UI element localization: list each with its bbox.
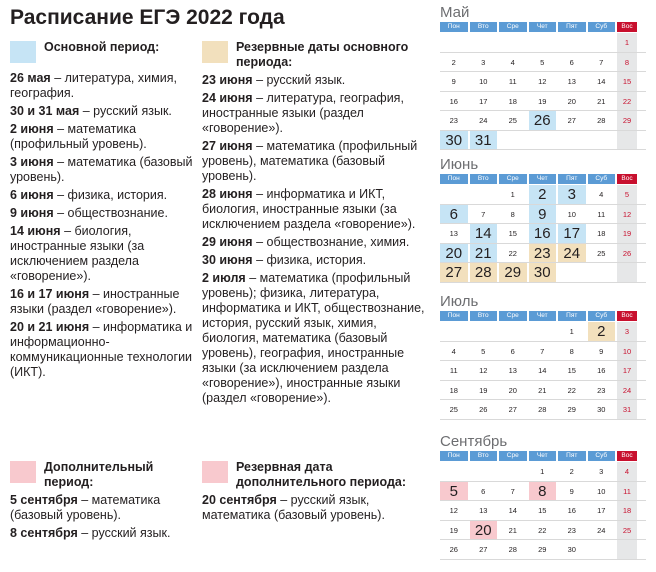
entry-date: 26 мая (10, 71, 51, 85)
calendar-day: 25 (597, 248, 606, 258)
calendar-day: 19 (479, 385, 488, 395)
calendar-day (440, 462, 468, 481)
calendar-grid (440, 462, 646, 560)
weekday-label: Чет (529, 22, 557, 32)
calendar-exam-day: 16 (529, 224, 557, 243)
calendar-day: 26 (617, 244, 637, 263)
calendar-day: 1 (540, 467, 545, 476)
calendar-exam-day: 20 (470, 521, 498, 540)
schedule-entry (10, 104, 200, 119)
calendar-weekday-header (440, 311, 646, 321)
calendar-day: 30 (597, 405, 606, 414)
calendar-day (617, 263, 637, 282)
calendar-day: 15 (538, 506, 547, 515)
calendar-day: 25 (449, 405, 458, 414)
calendar-day: 11 (617, 482, 637, 501)
calendar-exam-day: 30 (440, 131, 468, 150)
weekday-label: Пон (440, 311, 468, 321)
calendar-day (617, 131, 637, 150)
entry-subjects: – математика (базовый уровень). (10, 155, 193, 184)
entry-subjects: – биология, иностранные языки (за исключением раздела «говорение»). (10, 224, 145, 283)
weekday-label: Вос (617, 174, 637, 184)
calendar-exam-day: 2 (588, 322, 616, 341)
calendar-exam-day: 17 (558, 224, 586, 243)
page-title: Расписание ЕГЭ 2022 года (10, 6, 285, 29)
calendar-day: 4 (510, 57, 515, 67)
entry-date: 9 июня (10, 206, 54, 220)
calendar-day: 13 (449, 229, 458, 238)
entry-date: 28 июня (202, 187, 253, 201)
calendar-day: 21 (597, 96, 606, 106)
weekday-label: Втo (470, 174, 498, 184)
calendar-weekday-header (440, 174, 646, 184)
calendar-day: 5 (481, 346, 486, 356)
calendar-day: 19 (538, 96, 547, 106)
entry-date: 23 июня (202, 73, 253, 87)
calendar-day: 27 (479, 545, 488, 554)
entry-subjects: – обществознание, химия. (252, 235, 410, 249)
calendar-day (558, 33, 586, 52)
calendar-grid (440, 322, 646, 420)
entry-subjects: – русский язык. (77, 526, 171, 540)
calendar-day: 27 (567, 116, 576, 125)
entry-date: 3 июня (10, 155, 54, 169)
calendar-week-row (440, 92, 646, 112)
calendar-day: 8 (569, 346, 574, 356)
entry-date: 2 июля (202, 271, 246, 285)
schedule-entry (202, 91, 430, 136)
calendar-day (499, 322, 527, 341)
calendar-week-row (440, 244, 646, 264)
calendar-day: 7 (481, 209, 486, 219)
additional-reserve-list (202, 493, 430, 523)
calendar-day: 7 (540, 346, 545, 356)
calendar-exam-day: 30 (529, 263, 557, 282)
entry-subjects: – информатика и информационно-коммуникационные технологии (ИКТ). (10, 320, 193, 379)
calendar-day: 18 (617, 501, 637, 520)
calendar-week-row (440, 53, 646, 73)
calendar-week-row (440, 185, 646, 205)
calendar-day: 15 (617, 72, 637, 91)
main-period-heading (10, 40, 200, 68)
weekday-label: Пят (558, 311, 586, 321)
calendar-day: 11 (508, 77, 517, 86)
calendar-day: 10 (617, 342, 637, 361)
reserve-period-color-swatch (202, 41, 228, 63)
calendar-day: 16 (567, 506, 576, 515)
calendar-exam-day: 29 (499, 263, 527, 282)
calendar-june (440, 156, 646, 283)
additional-reserve-color-swatch (202, 461, 228, 483)
schedule-entry (10, 526, 200, 541)
main-period-color-swatch (10, 41, 36, 63)
entry-date: 20 сентября (202, 493, 277, 507)
calendar-day (558, 263, 586, 282)
calendar-day: 8 (617, 53, 637, 72)
calendar-day: 26 (479, 405, 488, 414)
entry-date: 29 июня (202, 235, 253, 249)
calendar-exam-day: 26 (529, 111, 557, 130)
calendar-exam-day: 27 (440, 263, 468, 282)
calendar-day: 13 (508, 366, 517, 375)
calendar-day: 2 (569, 467, 574, 476)
calendar-day: 6 (569, 57, 574, 67)
entry-date: 5 сентября (10, 493, 78, 507)
calendar-day (440, 33, 468, 52)
calendar-week-row (440, 322, 646, 342)
calendar-week-row (440, 540, 646, 560)
entry-subjects: – математика (профильный уровень). (10, 122, 147, 151)
calendar-exam-day: 21 (470, 244, 498, 263)
weekday-label: Пят (558, 451, 586, 461)
calendar-july (440, 293, 646, 420)
entry-date: 2 июня (10, 122, 54, 136)
entry-subjects: – информатика и ИКТ, биология, иностранные языки (за исключением раздела «говорение»). (202, 187, 416, 231)
entry-date: 8 сентября (10, 526, 78, 540)
weekday-label: Вос (617, 22, 637, 32)
calendar-week-row (440, 381, 646, 401)
calendar-week-row (440, 361, 646, 381)
calendar-day: 26 (449, 545, 458, 554)
schedule-entry (10, 71, 200, 101)
weekday-label: Сре (499, 311, 527, 321)
additional-period-heading-text: Дополнительный период: (44, 460, 154, 489)
calendar-week-row (440, 462, 646, 482)
calendar-day: 22 (617, 92, 637, 111)
additional-reserve-heading-text: Резервная дата дополнительного периода: (236, 460, 406, 489)
weekday-label: Втo (470, 22, 498, 32)
schedule-entry (202, 139, 430, 184)
entry-date: 20 и 21 июня (10, 320, 90, 334)
weekday-label: Чет (529, 174, 557, 184)
calendar-grid (440, 185, 646, 283)
additional-reserve-heading (202, 460, 430, 490)
main-period-list (10, 71, 200, 380)
calendar-week-row (440, 342, 646, 362)
entry-subjects: – русский язык. (252, 73, 346, 87)
calendar-day: 22 (538, 525, 547, 535)
reserve-period-heading (202, 40, 430, 70)
calendar-week-row (440, 521, 646, 541)
calendar-exam-day: 23 (529, 244, 557, 263)
reserve-period-heading-text: Резервные даты основного периода: (236, 40, 409, 69)
calendar-day: 4 (617, 462, 637, 481)
entry-date: 14 июня (10, 224, 61, 238)
entry-subjects: – русский язык. (79, 104, 172, 118)
calendar-day: 17 (597, 506, 606, 515)
calendar-day (470, 33, 498, 52)
calendar-week-row (440, 72, 646, 92)
calendar-day: 1 (569, 327, 574, 336)
calendar-weekday-header (440, 451, 646, 461)
schedule-entry (202, 187, 430, 232)
weekday-label: Пон (440, 174, 468, 184)
calendar-exam-day: 14 (470, 224, 498, 243)
calendar-day: 10 (479, 77, 488, 86)
calendar-day: 25 (508, 116, 517, 125)
calendar-day: 23 (597, 385, 606, 395)
calendar-day: 1 (617, 33, 637, 52)
calendar-day: 23 (567, 525, 576, 535)
calendar-day (588, 540, 616, 559)
calendar-day (529, 322, 557, 341)
calendar-day: 17 (479, 96, 488, 106)
weekday-label: Пят (558, 22, 586, 32)
calendar-day (499, 33, 527, 52)
calendar-day (470, 322, 498, 341)
calendar-day: 20 (567, 96, 576, 106)
calendar-day: 24 (597, 525, 606, 535)
calendar-week-row (440, 263, 646, 283)
calendar-day: 28 (597, 116, 606, 125)
schedule-entry (202, 253, 430, 268)
calendar-weekday-header (440, 22, 646, 32)
calendar-day (470, 185, 498, 204)
calendar-day: 27 (508, 405, 517, 414)
calendar-week-row (440, 482, 646, 502)
calendar-day: 11 (597, 209, 606, 219)
calendar-day: 1 (510, 190, 515, 199)
weekday-label: Суб (588, 451, 616, 461)
calendar-day: 12 (449, 506, 458, 515)
additional-period-block (10, 460, 200, 544)
calendar-day: 4 (451, 346, 456, 356)
entry-subjects: – обществознание. (53, 206, 168, 220)
weekday-label: Сре (499, 451, 527, 461)
calendar-day: 22 (567, 385, 576, 395)
schedule-entry (10, 188, 200, 203)
reserve-period-column (202, 40, 430, 409)
calendar-september (440, 433, 646, 560)
schedule-entry (10, 224, 200, 284)
calendar-may (440, 4, 646, 150)
calendar-exam-day: 6 (440, 205, 468, 224)
calendar-day (499, 131, 527, 150)
calendar-day: 21 (538, 385, 547, 395)
calendar-day (440, 322, 468, 341)
calendar-day: 25 (617, 521, 637, 540)
entry-date: 24 июня (202, 91, 253, 105)
calendar-day: 9 (569, 486, 574, 496)
entry-date: 6 июня (10, 188, 54, 202)
entry-subjects: – литература, география, иностранные языки (раздел «говорение»). (202, 91, 404, 135)
entry-date: 27 июня (202, 139, 253, 153)
entry-subjects: – математика (базовый уровень). (10, 493, 161, 522)
calendar-month-title: Июль (440, 293, 479, 310)
calendar-day: 16 (449, 96, 458, 106)
weekday-label: Чет (529, 451, 557, 461)
schedule-entry (10, 206, 200, 221)
calendar-exam-day: 3 (558, 185, 586, 204)
calendar-exam-day: 2 (529, 185, 557, 204)
weekday-label: Суб (588, 22, 616, 32)
calendar-grid (440, 33, 646, 150)
calendar-day (470, 462, 498, 481)
calendar-day: 14 (508, 506, 517, 515)
calendar-day: 17 (617, 361, 637, 380)
calendar-day: 19 (449, 525, 458, 535)
calendar-day: 5 (540, 57, 545, 67)
calendar-day: 24 (479, 116, 488, 125)
entry-subjects: – физика, история. (53, 188, 168, 202)
calendar-month-title: Май (440, 4, 470, 21)
reserve-period-list (202, 73, 430, 406)
calendar-day: 7 (599, 57, 604, 67)
calendar-week-row (440, 501, 646, 521)
calendar-day (617, 540, 637, 559)
additional-period-list (10, 493, 200, 541)
calendar-day: 10 (567, 209, 576, 219)
schedule-entry (10, 493, 200, 523)
calendar-month-title: Сентябрь (440, 433, 508, 450)
additional-period-heading (10, 460, 200, 490)
weekday-label: Чет (529, 311, 557, 321)
calendar-day (529, 131, 557, 150)
calendar-day: 19 (617, 224, 637, 243)
calendar-day: 21 (508, 525, 517, 535)
additional-period-color-swatch (10, 461, 36, 483)
calendar-week-row (440, 400, 646, 420)
entry-subjects: – иностранные языки (раздел «говорение»). (10, 287, 180, 316)
calendar-day: 15 (508, 229, 517, 238)
calendar-day: 18 (597, 229, 606, 238)
entry-date: 30 июня (202, 253, 253, 267)
calendar-day: 29 (617, 111, 637, 130)
calendar-day: 14 (538, 366, 547, 375)
entry-subjects: – русский язык, математика (базовый уровень). (202, 493, 385, 522)
weekday-label: Сре (499, 174, 527, 184)
calendar-day: 12 (538, 77, 547, 86)
calendar-day: 3 (481, 57, 486, 67)
calendar-day: 18 (449, 385, 458, 395)
entry-date: 30 и 31 мая (10, 104, 80, 118)
weekday-label: Сре (499, 22, 527, 32)
calendar-exam-day: 8 (529, 482, 557, 501)
calendar-day: 5 (617, 185, 637, 204)
schedule-entry (202, 235, 430, 250)
schedule-entry (10, 155, 200, 185)
calendar-day: 13 (567, 77, 576, 86)
calendar-week-row (440, 131, 646, 151)
calendar-day: 14 (597, 77, 606, 86)
calendar-day (588, 131, 616, 150)
schedule-entry (202, 73, 430, 88)
calendar-day: 24 (617, 381, 637, 400)
weekday-label: Пон (440, 451, 468, 461)
main-period-column (10, 40, 200, 383)
calendar-week-row (440, 224, 646, 244)
calendar-exam-day: 31 (470, 131, 498, 150)
calendar-day: 23 (449, 116, 458, 125)
calendar-day: 20 (508, 385, 517, 395)
schedule-entry (10, 287, 200, 317)
weekday-label: Втo (470, 451, 498, 461)
entry-subjects: – математика (профильный уровень); физика, литература, информатика и ИКТ, обществознание, история, русский язык, химия, биология, математика (базовый уровень), география, иностранные языки (за исключением раздела «говорение»), иностранные языки (раздел «говорение»). (202, 271, 425, 405)
calendar-exam-day: 20 (440, 244, 468, 263)
weekday-label: Втo (470, 311, 498, 321)
calendar-day: 13 (479, 506, 488, 515)
schedule-entry (10, 320, 200, 380)
schedule-entry (202, 271, 430, 406)
calendar-exam-day: 28 (470, 263, 498, 282)
calendar-day: 22 (508, 248, 517, 258)
calendar-day: 18 (508, 96, 517, 106)
calendar-day: 29 (567, 405, 576, 414)
calendar-day: 2 (451, 57, 456, 67)
calendar-day: 9 (599, 346, 604, 356)
calendar-day: 11 (449, 366, 458, 375)
calendar-day: 7 (510, 486, 515, 496)
calendar-day: 16 (597, 366, 606, 375)
calendar-day (558, 131, 586, 150)
calendar-exam-day: 9 (529, 205, 557, 224)
calendar-day: 3 (599, 467, 604, 476)
calendar-exam-day: 24 (558, 244, 586, 263)
entry-subjects: – физика, история. (252, 253, 367, 267)
schedule-entry (202, 493, 430, 523)
entry-date: 16 и 17 июня (10, 287, 90, 301)
calendar-month-title: Июнь (440, 156, 479, 173)
weekday-label: Суб (588, 311, 616, 321)
calendar-day: 15 (567, 366, 576, 375)
calendar-day: 12 (617, 205, 637, 224)
calendar-week-row (440, 205, 646, 225)
calendar-day: 4 (599, 190, 604, 199)
calendar-day (588, 263, 616, 282)
additional-reserve-block (202, 460, 430, 526)
calendar-day: 3 (617, 322, 637, 341)
calendar-day: 12 (479, 366, 488, 375)
calendar-day (499, 462, 527, 481)
calendar-day (440, 185, 468, 204)
calendar-day (588, 33, 616, 52)
calendar-day: 30 (567, 545, 576, 554)
weekday-label: Вос (617, 451, 637, 461)
calendar-week-row (440, 111, 646, 131)
weekday-label: Пят (558, 174, 586, 184)
weekday-label: Пон (440, 22, 468, 32)
calendar-day: 9 (451, 77, 456, 86)
calendar-day (529, 33, 557, 52)
calendar-exam-day: 5 (440, 482, 468, 501)
calendar-week-row (440, 33, 646, 53)
schedule-entry (10, 122, 200, 152)
calendar-day: 28 (538, 405, 547, 414)
calendar-day: 10 (597, 486, 606, 496)
calendar-day: 28 (508, 545, 517, 554)
calendar-day: 6 (510, 346, 515, 356)
calendar-day: 29 (538, 545, 547, 554)
calendar-day: 6 (481, 486, 486, 496)
calendar-day: 8 (510, 209, 515, 219)
main-period-heading-text: Основной период: (44, 40, 160, 54)
calendar-day: 31 (617, 400, 637, 419)
weekday-label: Суб (588, 174, 616, 184)
entry-subjects: – литература, химия, география. (10, 71, 177, 100)
weekday-label: Вос (617, 311, 637, 321)
entry-subjects: – математика (профильный уровень), математика (базовый уровень). (202, 139, 418, 183)
